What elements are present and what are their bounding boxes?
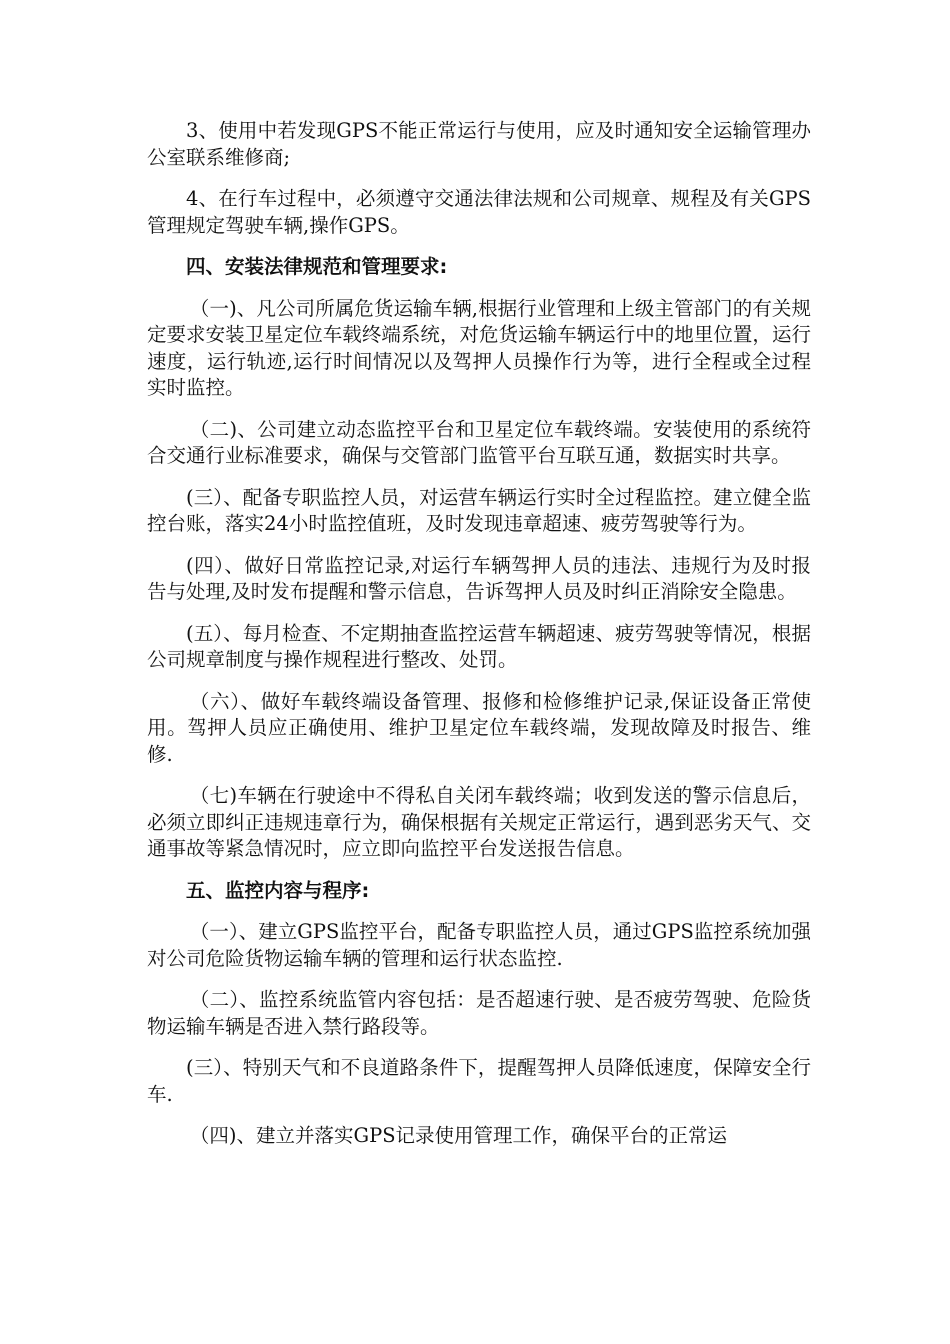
paragraph-4-2: （二)、公司建立动态监控平台和卫星定位车载终端。安装使用的系统符合交通行业标准要求，确保与交管部门监管平台互联互通，数据实时共享。 bbox=[147, 417, 811, 467]
paragraph-5-2: （二）、监控系统监管内容包括：是否超速行驶、是否疲劳驾驶、危险货物运输车辆是否进入禁行路段等。 bbox=[147, 988, 811, 1038]
paragraph-4-1: （一)、凡公司所属危货运输车辆,根据行业管理和上级主管部门的有关规定要求安装卫星定位车载终端系统，对危货运输车辆运行中的地里位置，运行速度，运行轨迹,运行时间情况以及驾押人员操作行为等，进行全程或全过程实时监控。 bbox=[147, 296, 811, 399]
paragraph-4-7: （七)车辆在行驶途中不得私自关闭车载终端；收到发送的警示信息后，必须立即纠正违规违章行为，确保根据有关规定正常运行，遇到恶劣天气、交通事故等紧急情况时，应立即向监控平台发送报告信息。 bbox=[147, 784, 811, 860]
paragraph-5-1: （一）、建立GPS监控平台，配备专职监控人员，通过GPS监控系统加强对公司危险货物运输车辆的管理和运行状态监控. bbox=[147, 920, 811, 970]
paragraph-4: 4、在行车过程中，必须遵守交通法律法规和公司规章、规程及有关GPS管理规定驾驶车辆,操作GPS。 bbox=[147, 187, 811, 237]
paragraph-4-6: （六）、做好车载终端设备管理、报修和检修维护记录,保证设备正常使用。驾押人员应正确使用、维护卫星定位车载终端，发现故障及时报告、维修. bbox=[147, 689, 811, 766]
paragraph-5-3: (三）、特别天气和不良道路条件下，提醒驾押人员降低速度，保障安全行车. bbox=[147, 1056, 811, 1106]
paragraph-4-5: (五）、每月检查、不定期抽查监控运营车辆超速、疲劳驾驶等情况，根据公司规章制度与操作规程进行整改、处罚。 bbox=[147, 621, 811, 671]
paragraph-3: 3、使用中若发现GPS不能正常运行与使用，应及时通知安全运输管理办公室联系维修商; bbox=[147, 119, 811, 169]
section-heading-5: 五、监控内容与程序: bbox=[186, 878, 370, 902]
paragraph-4-4: (四）、做好日常监控记录,对运行车辆驾押人员的违法、违规行为及时报告与处理,及时发布提醒和警示信息，告诉驾押人员及时纠正消除安全隐患。 bbox=[147, 553, 811, 603]
document-body bbox=[147, 118, 811, 1165]
section-heading-4: 四、安装法律规范和管理要求: bbox=[186, 255, 448, 278]
paragraph-5-4: （四)、建立并落实GPS记录使用管理工作，确保平台的正常运 bbox=[189, 1124, 728, 1147]
paragraph-4-3: (三）、配备专职监控人员，对运营车辆运行实时全过程监控。建立健全监控台账，落实24小时监控值班，及时发现违章超速、疲劳驾驶等行为。 bbox=[147, 485, 811, 535]
